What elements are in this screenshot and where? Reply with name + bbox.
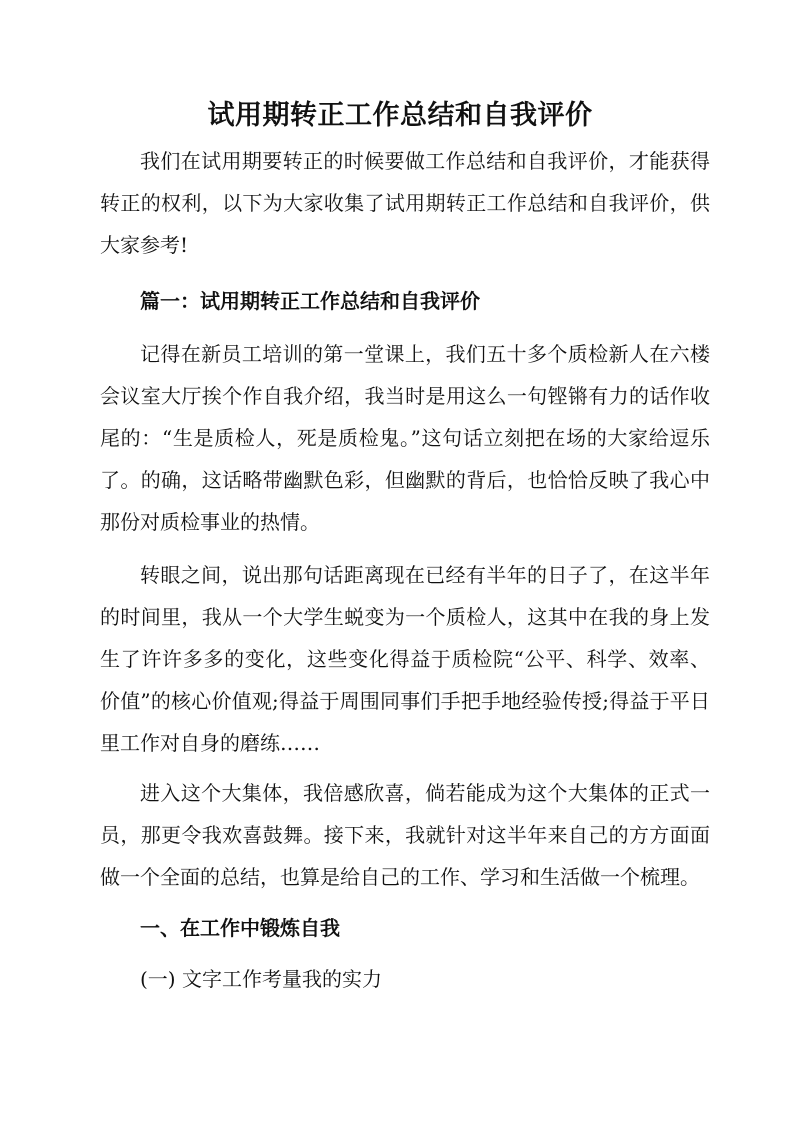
intro-paragraph: 我们在试用期要转正的时候要做工作总结和自我评价，才能获得转正的权利，以下为大家收集了试用期转正工作总结和自我评价，供大家参考! — [100, 149, 710, 257]
document-title: 试用期转正工作总结和自我评价 — [207, 100, 593, 131]
body-paragraph-1: 记得在新员工培训的第一堂课上，我们五十多个质检新人在六楼会议室大厅挨个作自我介绍，我当时是用这么一句铿锵有力的话作收尾的：“生是质检人，死是质检鬼。”这句话立刻把在场的大家给逗乐了。的确，这话略带幽默色彩，但幽默的背后，也恰恰反映了我心中那份对质检事业的热情。 — [100, 342, 710, 534]
sub-subsection-heading: (一) 文字工作考量我的实力 — [140, 967, 382, 991]
subsection-heading: 一、在工作中锻炼自我 — [140, 916, 340, 940]
body-paragraph-2: 转眼之间，说出那句话距离现在已经有半年的日子了，在这半年的时间里，我从一个大学生蜕变为一个质检人，这其中在我的身上发生了许许多多的变化，这些变化得益于质检院“公平、科学、效率、价值”的核心价值观;得益于周围同事们手把手地经验传授;得益于平日里工作对自身的磨练…… — [100, 563, 710, 755]
body-paragraph-3: 进入这个大集体，我倍感欣喜，倘若能成为这个大集体的正式一员，那更令我欢喜鼓舞。接下来，我就针对这半年来自己的方方面面做一个全面的总结，也算是给自己的工作、学习和生活做一个梳理。 — [100, 781, 710, 889]
section-heading: 篇一：试用期转正工作总结和自我评价 — [140, 289, 480, 313]
